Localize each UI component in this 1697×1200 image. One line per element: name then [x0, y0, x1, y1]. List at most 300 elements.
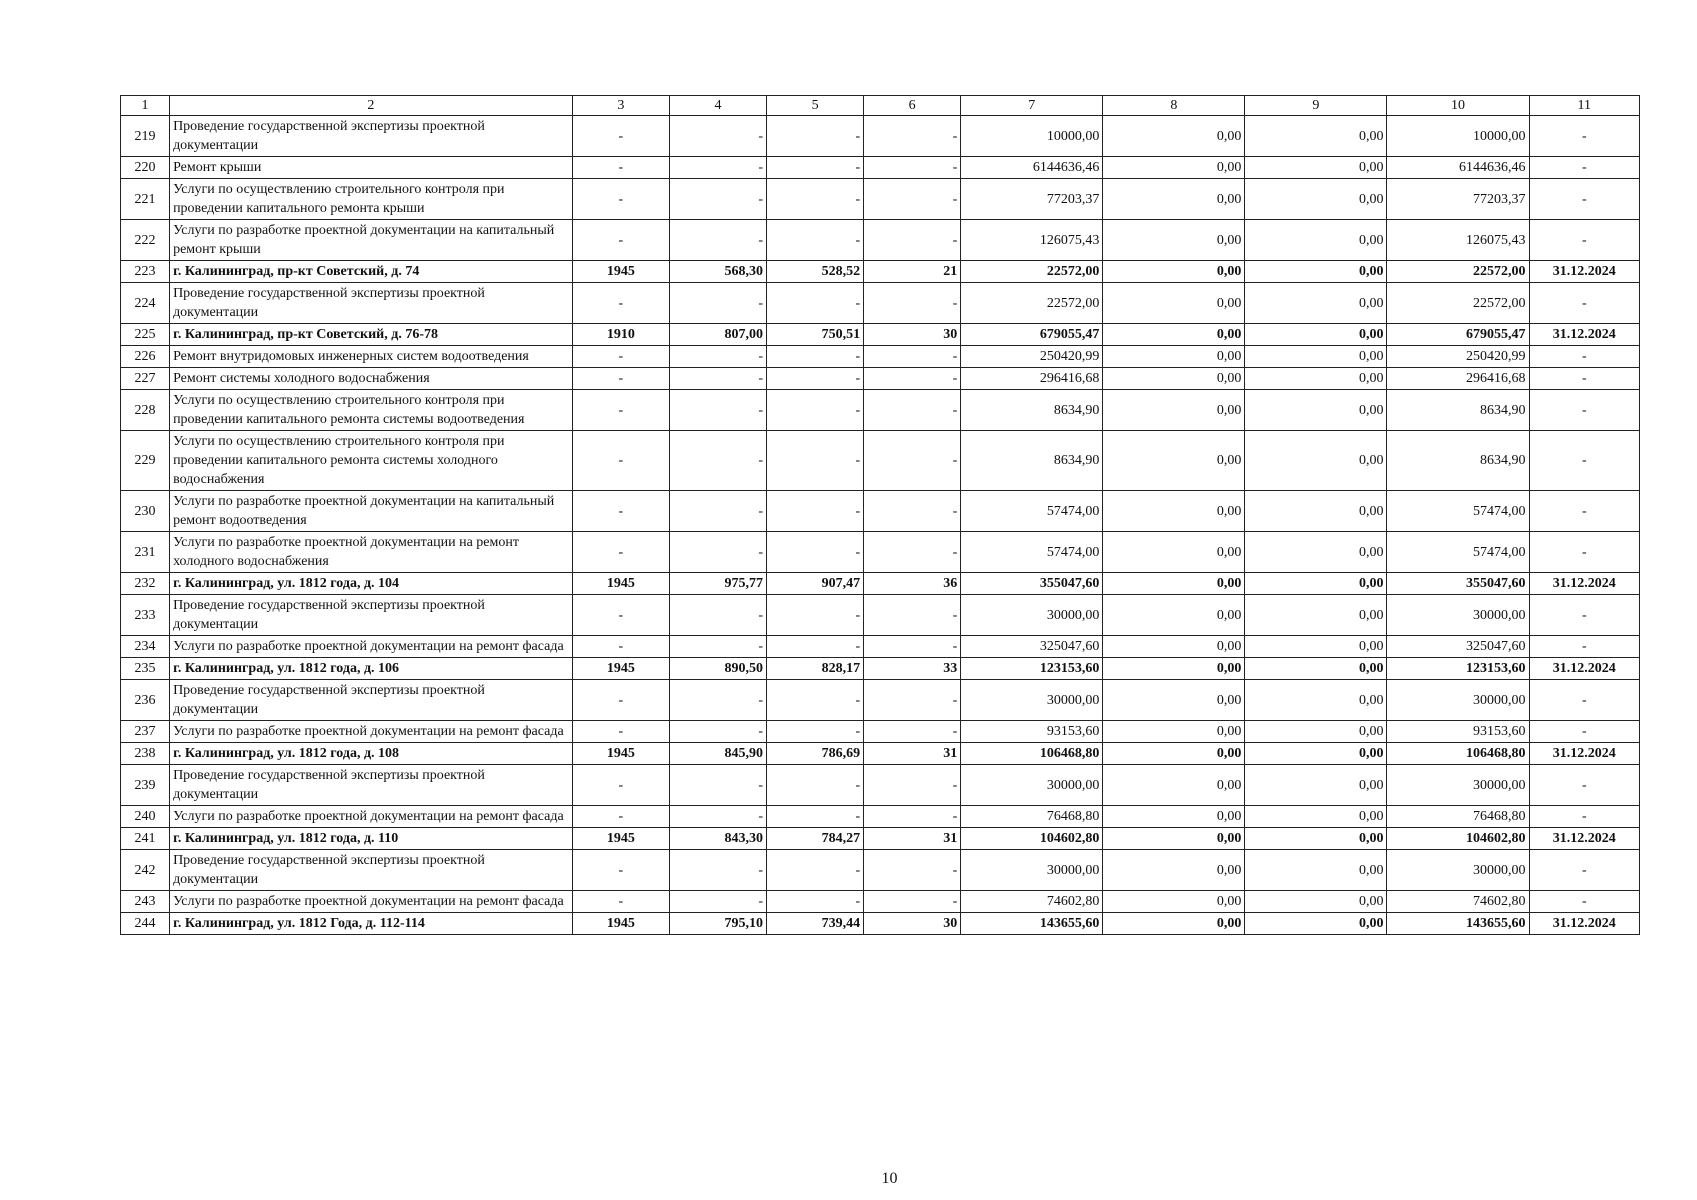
- col-6-value: -: [864, 721, 961, 743]
- col-6-value: -: [864, 179, 961, 220]
- col-5-value: -: [767, 116, 864, 157]
- work-description: Услуги по разработке проектной документации на капитальный ремонт водоотведения: [170, 491, 573, 532]
- col-4-value: 845,90: [669, 743, 766, 765]
- col-7-value: 30000,00: [961, 765, 1103, 806]
- col-9-value: 0,00: [1245, 806, 1387, 828]
- work-description: Услуги по разработке проектной документации на ремонт фасада: [170, 721, 573, 743]
- col-6-value: -: [864, 220, 961, 261]
- col-3-value: 1945: [572, 573, 669, 595]
- col-5-value: -: [767, 765, 864, 806]
- col-3-value: -: [572, 491, 669, 532]
- col-10-value: 22572,00: [1387, 283, 1529, 324]
- col-5-value: 907,47: [767, 573, 864, 595]
- col-10-value: 8634,90: [1387, 431, 1529, 491]
- row-number: 229: [121, 431, 170, 491]
- col-7-value: 296416,68: [961, 368, 1103, 390]
- table-row: [121, 390, 1640, 431]
- col-header-8: 8: [1103, 96, 1245, 116]
- col-8-value: 0,00: [1103, 595, 1245, 636]
- col-10-value: 10000,00: [1387, 116, 1529, 157]
- col-7-value: 10000,00: [961, 116, 1103, 157]
- col-8-value: 0,00: [1103, 658, 1245, 680]
- col-7-value: 76468,80: [961, 806, 1103, 828]
- col-3-value: -: [572, 680, 669, 721]
- col-9-value: 0,00: [1245, 261, 1387, 283]
- page-number: 10: [881, 1170, 898, 1187]
- col-9-value: 0,00: [1245, 913, 1387, 935]
- col-11-value: -: [1529, 157, 1639, 179]
- col-7-value: 355047,60: [961, 573, 1103, 595]
- row-number: 239: [121, 765, 170, 806]
- col-9-value: 0,00: [1245, 891, 1387, 913]
- col-5-value: -: [767, 491, 864, 532]
- col-7-value: 57474,00: [961, 491, 1103, 532]
- col-8-value: 0,00: [1103, 220, 1245, 261]
- work-description: Ремонт крыши: [170, 157, 573, 179]
- col-10-value: 57474,00: [1387, 532, 1529, 573]
- col-11-value: -: [1529, 721, 1639, 743]
- col-6-value: 33: [864, 658, 961, 680]
- col-5-value: -: [767, 850, 864, 891]
- col-10-value: 8634,90: [1387, 390, 1529, 431]
- col-8-value: 0,00: [1103, 324, 1245, 346]
- col-11-value: -: [1529, 116, 1639, 157]
- col-10-value: 30000,00: [1387, 850, 1529, 891]
- work-description: г. Калининград, ул. 1812 года, д. 110: [170, 828, 573, 850]
- col-4-value: -: [669, 283, 766, 324]
- col-6-value: 30: [864, 913, 961, 935]
- col-9-value: 0,00: [1245, 431, 1387, 491]
- col-11-value: -: [1529, 850, 1639, 891]
- col-5-value: -: [767, 346, 864, 368]
- col-11-value: 31.12.2024: [1529, 658, 1639, 680]
- col-6-value: -: [864, 491, 961, 532]
- col-5-value: -: [767, 283, 864, 324]
- col-5-value: 786,69: [767, 743, 864, 765]
- col-3-value: -: [572, 179, 669, 220]
- col-9-value: 0,00: [1245, 368, 1387, 390]
- work-description: г. Калининград, ул. 1812 года, д. 108: [170, 743, 573, 765]
- col-6-value: -: [864, 431, 961, 491]
- col-7-value: 22572,00: [961, 261, 1103, 283]
- col-8-value: 0,00: [1103, 116, 1245, 157]
- col-7-value: 57474,00: [961, 532, 1103, 573]
- col-4-value: -: [669, 116, 766, 157]
- row-number: 237: [121, 721, 170, 743]
- col-4-value: 843,30: [669, 828, 766, 850]
- col-11-value: -: [1529, 283, 1639, 324]
- col-3-value: 1945: [572, 261, 669, 283]
- col-4-value: 568,30: [669, 261, 766, 283]
- work-description: Ремонт внутридомовых инженерных систем водоотведения: [170, 346, 573, 368]
- col-5-value: 784,27: [767, 828, 864, 850]
- row-number: 235: [121, 658, 170, 680]
- col-6-value: -: [864, 891, 961, 913]
- work-description: Услуги по осуществлению строительного контроля при проведении капитального ремонта крыши: [170, 179, 573, 220]
- col-11-value: -: [1529, 532, 1639, 573]
- col-4-value: -: [669, 491, 766, 532]
- col-7-value: 8634,90: [961, 390, 1103, 431]
- col-10-value: 30000,00: [1387, 680, 1529, 721]
- work-description: г. Калининград, ул. 1812 года, д. 104: [170, 573, 573, 595]
- col-4-value: 975,77: [669, 573, 766, 595]
- row-number: 221: [121, 179, 170, 220]
- col-11-value: 31.12.2024: [1529, 913, 1639, 935]
- col-9-value: 0,00: [1245, 116, 1387, 157]
- col-4-value: -: [669, 636, 766, 658]
- col-6-value: -: [864, 636, 961, 658]
- col-3-value: -: [572, 368, 669, 390]
- work-description: г. Калининград, ул. 1812 года, д. 106: [170, 658, 573, 680]
- col-5-value: -: [767, 220, 864, 261]
- work-description: г. Калининград, пр-кт Советский, д. 74: [170, 261, 573, 283]
- table-row-address: [121, 743, 1640, 765]
- col-10-value: 6144636,46: [1387, 157, 1529, 179]
- col-10-value: 57474,00: [1387, 491, 1529, 532]
- col-11-value: -: [1529, 220, 1639, 261]
- col-10-value: 74602,80: [1387, 891, 1529, 913]
- col-8-value: 0,00: [1103, 850, 1245, 891]
- col-11-value: -: [1529, 765, 1639, 806]
- col-10-value: 250420,99: [1387, 346, 1529, 368]
- col-6-value: -: [864, 368, 961, 390]
- table-row-address: [121, 573, 1640, 595]
- col-10-value: 104602,80: [1387, 828, 1529, 850]
- col-11-value: -: [1529, 891, 1639, 913]
- col-10-value: 93153,60: [1387, 721, 1529, 743]
- col-4-value: -: [669, 680, 766, 721]
- table-row: [121, 721, 1640, 743]
- col-7-value: 325047,60: [961, 636, 1103, 658]
- work-description: Услуги по осуществлению строительного контроля при проведении капитального ремонта системы холодного водоснабжения: [170, 431, 573, 491]
- work-description: Услуги по разработке проектной документации на ремонт фасада: [170, 806, 573, 828]
- table-header-row: [121, 96, 1640, 116]
- col-3-value: -: [572, 532, 669, 573]
- table-row: [121, 680, 1640, 721]
- col-5-value: 739,44: [767, 913, 864, 935]
- col-7-value: 250420,99: [961, 346, 1103, 368]
- col-9-value: 0,00: [1245, 765, 1387, 806]
- col-11-value: -: [1529, 491, 1639, 532]
- col-6-value: -: [864, 850, 961, 891]
- col-4-value: -: [669, 721, 766, 743]
- table-row: [121, 157, 1640, 179]
- col-6-value: -: [864, 346, 961, 368]
- work-description: Проведение государственной экспертизы проектной документации: [170, 595, 573, 636]
- col-header-9: 9: [1245, 96, 1387, 116]
- col-6-value: -: [864, 765, 961, 806]
- col-header-5: 5: [767, 96, 864, 116]
- col-6-value: -: [864, 157, 961, 179]
- table-row-address: [121, 913, 1640, 935]
- col-3-value: -: [572, 346, 669, 368]
- col-4-value: -: [669, 850, 766, 891]
- table-row-address: [121, 324, 1640, 346]
- table-row: [121, 891, 1640, 913]
- col-6-value: 36: [864, 573, 961, 595]
- table-row: [121, 765, 1640, 806]
- table-row: [121, 431, 1640, 491]
- col-4-value: 807,00: [669, 324, 766, 346]
- table-row: [121, 806, 1640, 828]
- work-description: Услуги по разработке проектной документации на капитальный ремонт крыши: [170, 220, 573, 261]
- col-header-2: 2: [170, 96, 573, 116]
- col-7-value: 126075,43: [961, 220, 1103, 261]
- work-description: Услуги по разработке проектной документации на ремонт фасада: [170, 891, 573, 913]
- col-8-value: 0,00: [1103, 765, 1245, 806]
- col-3-value: -: [572, 431, 669, 491]
- col-9-value: 0,00: [1245, 721, 1387, 743]
- col-11-value: 31.12.2024: [1529, 828, 1639, 850]
- col-6-value: 21: [864, 261, 961, 283]
- col-3-value: -: [572, 806, 669, 828]
- col-7-value: 104602,80: [961, 828, 1103, 850]
- col-3-value: -: [572, 283, 669, 324]
- col-8-value: 0,00: [1103, 390, 1245, 431]
- work-description: Проведение государственной экспертизы проектной документации: [170, 850, 573, 891]
- col-10-value: 143655,60: [1387, 913, 1529, 935]
- col-4-value: -: [669, 806, 766, 828]
- table-row: [121, 368, 1640, 390]
- col-11-value: -: [1529, 346, 1639, 368]
- col-9-value: 0,00: [1245, 346, 1387, 368]
- row-number: 242: [121, 850, 170, 891]
- col-10-value: 355047,60: [1387, 573, 1529, 595]
- col-3-value: 1945: [572, 658, 669, 680]
- work-description: Проведение государственной экспертизы проектной документации: [170, 765, 573, 806]
- col-8-value: 0,00: [1103, 721, 1245, 743]
- col-7-value: 22572,00: [961, 283, 1103, 324]
- col-9-value: 0,00: [1245, 850, 1387, 891]
- col-9-value: 0,00: [1245, 743, 1387, 765]
- col-7-value: 30000,00: [961, 595, 1103, 636]
- col-6-value: 31: [864, 743, 961, 765]
- row-number: 244: [121, 913, 170, 935]
- col-11-value: 31.12.2024: [1529, 261, 1639, 283]
- row-number: 241: [121, 828, 170, 850]
- col-5-value: 750,51: [767, 324, 864, 346]
- col-11-value: -: [1529, 680, 1639, 721]
- col-8-value: 0,00: [1103, 346, 1245, 368]
- table-body: [121, 116, 1640, 935]
- col-header-10: 10: [1387, 96, 1529, 116]
- work-description: Проведение государственной экспертизы проектной документации: [170, 283, 573, 324]
- col-4-value: -: [669, 157, 766, 179]
- col-10-value: 123153,60: [1387, 658, 1529, 680]
- col-5-value: -: [767, 179, 864, 220]
- work-description: Услуги по разработке проектной документации на ремонт фасада: [170, 636, 573, 658]
- table-row: [121, 220, 1640, 261]
- col-5-value: 528,52: [767, 261, 864, 283]
- col-9-value: 0,00: [1245, 680, 1387, 721]
- col-8-value: 0,00: [1103, 806, 1245, 828]
- col-3-value: -: [572, 116, 669, 157]
- col-4-value: -: [669, 220, 766, 261]
- col-10-value: 30000,00: [1387, 595, 1529, 636]
- col-5-value: -: [767, 390, 864, 431]
- col-7-value: 93153,60: [961, 721, 1103, 743]
- col-3-value: 1945: [572, 913, 669, 935]
- col-8-value: 0,00: [1103, 828, 1245, 850]
- col-7-value: 679055,47: [961, 324, 1103, 346]
- col-9-value: 0,00: [1245, 324, 1387, 346]
- col-11-value: -: [1529, 806, 1639, 828]
- col-11-value: -: [1529, 636, 1639, 658]
- col-8-value: 0,00: [1103, 491, 1245, 532]
- col-3-value: -: [572, 595, 669, 636]
- col-4-value: -: [669, 595, 766, 636]
- col-10-value: 679055,47: [1387, 324, 1529, 346]
- col-3-value: -: [572, 850, 669, 891]
- row-number: 238: [121, 743, 170, 765]
- col-11-value: -: [1529, 179, 1639, 220]
- col-9-value: 0,00: [1245, 220, 1387, 261]
- col-10-value: 106468,80: [1387, 743, 1529, 765]
- col-10-value: 296416,68: [1387, 368, 1529, 390]
- col-6-value: -: [864, 116, 961, 157]
- col-5-value: -: [767, 532, 864, 573]
- col-6-value: -: [864, 595, 961, 636]
- col-9-value: 0,00: [1245, 532, 1387, 573]
- works-table: [120, 95, 1640, 935]
- col-3-value: -: [572, 390, 669, 431]
- col-header-3: 3: [572, 96, 669, 116]
- col-10-value: 76468,80: [1387, 806, 1529, 828]
- table-row: [121, 595, 1640, 636]
- row-number: 226: [121, 346, 170, 368]
- col-11-value: 31.12.2024: [1529, 743, 1639, 765]
- col-7-value: 6144636,46: [961, 157, 1103, 179]
- col-8-value: 0,00: [1103, 573, 1245, 595]
- col-7-value: 8634,90: [961, 431, 1103, 491]
- row-number: 234: [121, 636, 170, 658]
- col-7-value: 106468,80: [961, 743, 1103, 765]
- col-5-value: -: [767, 431, 864, 491]
- row-number: 227: [121, 368, 170, 390]
- col-7-value: 30000,00: [961, 850, 1103, 891]
- col-4-value: -: [669, 179, 766, 220]
- col-4-value: 795,10: [669, 913, 766, 935]
- col-3-value: -: [572, 721, 669, 743]
- work-description: Ремонт системы холодного водоснабжения: [170, 368, 573, 390]
- col-header-7: 7: [961, 96, 1103, 116]
- work-description: Проведение государственной экспертизы проектной документации: [170, 116, 573, 157]
- row-number: 236: [121, 680, 170, 721]
- work-description: г. Калининград, ул. 1812 Года, д. 112-114: [170, 913, 573, 935]
- col-10-value: 126075,43: [1387, 220, 1529, 261]
- col-9-value: 0,00: [1245, 573, 1387, 595]
- row-number: 240: [121, 806, 170, 828]
- col-9-value: 0,00: [1245, 157, 1387, 179]
- col-6-value: -: [864, 680, 961, 721]
- table-row: [121, 179, 1640, 220]
- col-5-value: -: [767, 680, 864, 721]
- table-row: [121, 116, 1640, 157]
- table-row: [121, 283, 1640, 324]
- col-5-value: -: [767, 891, 864, 913]
- col-6-value: -: [864, 806, 961, 828]
- col-4-value: -: [669, 346, 766, 368]
- work-description: Услуги по осуществлению строительного контроля при проведении капитального ремонта системы водоотведения: [170, 390, 573, 431]
- col-11-value: -: [1529, 431, 1639, 491]
- col-9-value: 0,00: [1245, 636, 1387, 658]
- table-row-address: [121, 261, 1640, 283]
- table-row: [121, 850, 1640, 891]
- col-4-value: -: [669, 891, 766, 913]
- col-4-value: -: [669, 532, 766, 573]
- col-4-value: -: [669, 765, 766, 806]
- col-3-value: -: [572, 765, 669, 806]
- col-6-value: -: [864, 532, 961, 573]
- col-3-value: 1945: [572, 743, 669, 765]
- col-11-value: -: [1529, 390, 1639, 431]
- col-5-value: 828,17: [767, 658, 864, 680]
- col-8-value: 0,00: [1103, 261, 1245, 283]
- work-description: Услуги по разработке проектной документации на ремонт холодного водоснабжения: [170, 532, 573, 573]
- col-6-value: 30: [864, 324, 961, 346]
- row-number: 233: [121, 595, 170, 636]
- col-8-value: 0,00: [1103, 891, 1245, 913]
- col-3-value: -: [572, 891, 669, 913]
- col-4-value: 890,50: [669, 658, 766, 680]
- col-7-value: 143655,60: [961, 913, 1103, 935]
- row-number: 230: [121, 491, 170, 532]
- col-11-value: -: [1529, 595, 1639, 636]
- col-8-value: 0,00: [1103, 179, 1245, 220]
- col-11-value: 31.12.2024: [1529, 573, 1639, 595]
- row-number: 231: [121, 532, 170, 573]
- col-3-value: -: [572, 220, 669, 261]
- col-8-value: 0,00: [1103, 368, 1245, 390]
- col-4-value: -: [669, 431, 766, 491]
- col-9-value: 0,00: [1245, 828, 1387, 850]
- col-8-value: 0,00: [1103, 913, 1245, 935]
- col-5-value: -: [767, 368, 864, 390]
- table-row-address: [121, 658, 1640, 680]
- row-number: 232: [121, 573, 170, 595]
- col-8-value: 0,00: [1103, 157, 1245, 179]
- col-10-value: 325047,60: [1387, 636, 1529, 658]
- col-8-value: 0,00: [1103, 532, 1245, 573]
- col-6-value: -: [864, 283, 961, 324]
- col-3-value: 1945: [572, 828, 669, 850]
- col-9-value: 0,00: [1245, 595, 1387, 636]
- table-row: [121, 346, 1640, 368]
- col-4-value: -: [669, 368, 766, 390]
- col-5-value: -: [767, 806, 864, 828]
- col-5-value: -: [767, 721, 864, 743]
- col-5-value: -: [767, 157, 864, 179]
- col-7-value: 30000,00: [961, 680, 1103, 721]
- col-3-value: -: [572, 157, 669, 179]
- col-4-value: -: [669, 390, 766, 431]
- col-8-value: 0,00: [1103, 283, 1245, 324]
- row-number: 220: [121, 157, 170, 179]
- col-10-value: 22572,00: [1387, 261, 1529, 283]
- col-6-value: 31: [864, 828, 961, 850]
- col-header-4: 4: [669, 96, 766, 116]
- col-9-value: 0,00: [1245, 658, 1387, 680]
- row-number: 243: [121, 891, 170, 913]
- row-number: 222: [121, 220, 170, 261]
- table-row: [121, 636, 1640, 658]
- col-5-value: -: [767, 636, 864, 658]
- col-7-value: 74602,80: [961, 891, 1103, 913]
- col-9-value: 0,00: [1245, 283, 1387, 324]
- row-number: 223: [121, 261, 170, 283]
- col-3-value: 1910: [572, 324, 669, 346]
- col-8-value: 0,00: [1103, 636, 1245, 658]
